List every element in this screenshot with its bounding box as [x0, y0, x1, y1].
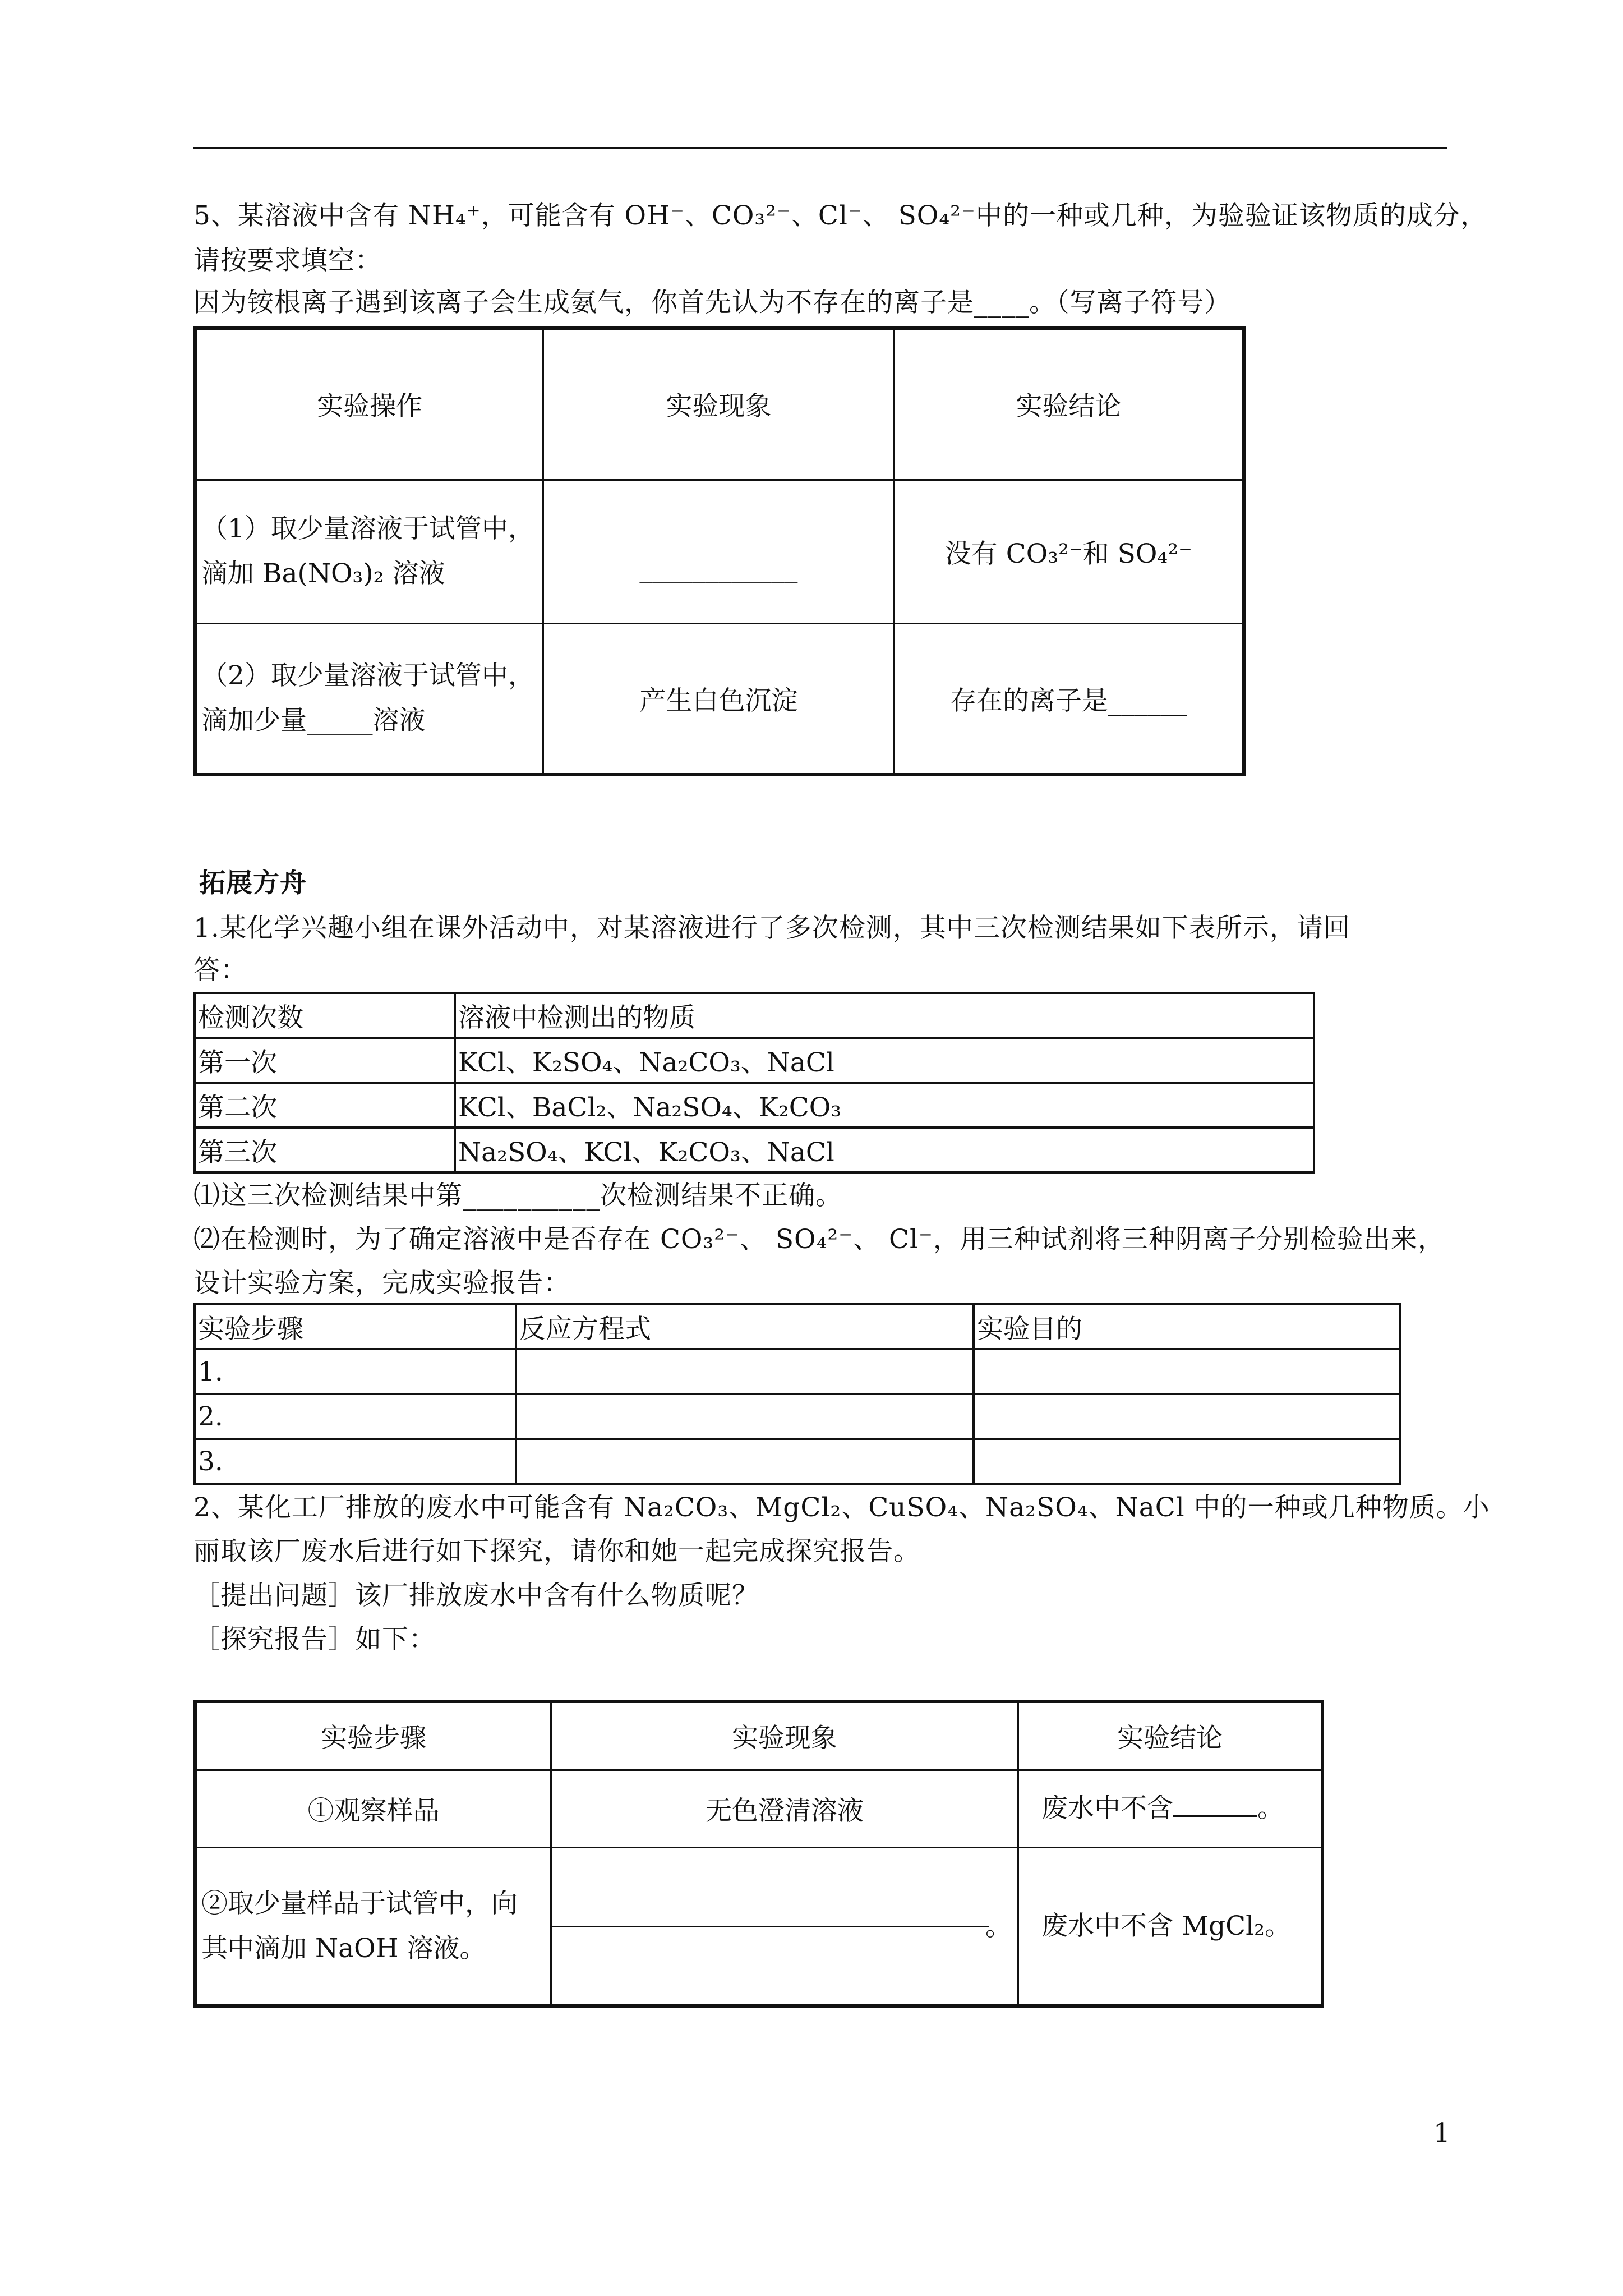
table1-row2-op-line2: 滴加少量_____溶液: [201, 705, 426, 737]
table-ion-test: [193, 326, 1246, 776]
table1-row1-conclusion: 没有 CO₃²⁻和 SO₄²⁻: [894, 480, 1244, 623]
section-title: 拓展方舟: [199, 868, 307, 899]
table4-row1-conclusion-suffix: 。: [1257, 1793, 1284, 1824]
p2-line4: ［探究报告］如下：: [193, 1624, 436, 1655]
q5-line3: 因为铵根离子遇到该离子会生成氨气，你首先认为不存在的离子是____。（写离子符号）: [193, 287, 1232, 318]
table4-row2-step-line1: ②取少量样品于试管中，向: [201, 1888, 518, 1919]
table1-row1-op-line1: （1）取少量溶液于试管中，: [201, 513, 534, 544]
table4-header-conclusion: 实验结论: [1018, 1701, 1323, 1770]
table2-row1-substances: KCl、K₂SO₄、Na₂CO₃、NaCl: [455, 1038, 1314, 1083]
table3-row3-step: 3.: [195, 1439, 516, 1484]
table1-row1-operation: [195, 480, 543, 623]
table4-header-steps: 实验步骤: [195, 1701, 551, 1770]
table-detection-results: [193, 992, 1315, 1174]
table1-row2-op-line1: （2）取少量溶液于试管中，: [201, 660, 534, 692]
table3-row1-step: 1.: [195, 1349, 516, 1394]
table3-row3-purpose: [974, 1439, 1400, 1484]
table4-row2-conclusion: 废水中不含 MgCl₂。: [1018, 1847, 1323, 2006]
table3-header-steps: 实验步骤: [195, 1304, 516, 1349]
p1-question2-line1: ⑵在检测时，为了确定溶液中是否存在 CO₃²⁻、 SO₄²⁻、 Cl⁻，用三种试剂将三种阴离子分别检验出来，: [193, 1224, 1445, 1255]
table1-row2-phenomenon: 产生白色沉淀: [543, 623, 895, 775]
table4-row1-conclusion-blank: [1173, 1815, 1257, 1817]
table3-row1-purpose: [974, 1349, 1400, 1394]
table3-row3-equation: [516, 1439, 974, 1484]
p2-line2: 丽取该厂废水后进行如下探究，请你和她一起完成探究报告。: [193, 1536, 920, 1567]
table3-row2-step: 2.: [195, 1394, 516, 1439]
table3-header-purpose: 实验目的: [974, 1304, 1400, 1349]
p2-line1: 2、某化工厂排放的废水中可能含有 Na₂CO₃、MgCl₂、CuSO₄、Na₂SO₄、NaCl 中的一种或几种物质。小: [193, 1492, 1490, 1523]
table1-header-phenomenon: 实验现象: [543, 328, 895, 480]
table4-row1-phenomenon: 无色澄清溶液: [551, 1770, 1018, 1847]
table4-row2-step: [195, 1847, 551, 2006]
table2-header-count: 检测次数: [195, 993, 455, 1038]
table4-header-phenomenon: 实验现象: [551, 1701, 1018, 1770]
table4-row2-step-line2: 其中滴加 NaOH 溶液。: [201, 1932, 486, 1964]
table2-row2-substances: KCl、BaCl₂、Na₂SO₄、K₂CO₃: [455, 1083, 1314, 1128]
table2-header-substances: 溶液中检测出的物质: [455, 993, 1314, 1038]
table4-row2-phenomenon-line: [552, 1926, 989, 1927]
table4-row2-phenomenon: [551, 1847, 1018, 2006]
table1-row1-phenomenon: [543, 480, 895, 623]
p1-question2-line2: 设计实验方案，完成实验报告：: [193, 1268, 570, 1299]
table3-row2-equation: [516, 1394, 974, 1439]
table1-row1-phenomenon-blank: ____________: [639, 553, 798, 584]
table2-row3-substances: Na₂SO₄、KCl、K₂CO₃、NaCl: [455, 1128, 1314, 1172]
q5-line2: 请按要求填空：: [193, 245, 382, 276]
p2-line3: ［提出问题］该厂排放废水中含有什么物质呢？: [193, 1580, 759, 1611]
table3-row1-equation: [516, 1349, 974, 1394]
table1-header-conclusion: 实验结论: [894, 328, 1244, 480]
table4-row1-conclusion: [1018, 1770, 1323, 1847]
page-number: 1: [1433, 2118, 1450, 2148]
table4-row1-step: ①观察样品: [195, 1770, 551, 1847]
p1-line2: 答：: [193, 955, 247, 986]
table3-row2-purpose: [974, 1394, 1400, 1439]
p1-question1: ⑴这三次检测结果中第__________次检测结果不正确。: [193, 1180, 842, 1211]
table4-row2-phenomenon-suffix: 。: [985, 1911, 1012, 1942]
table-wastewater-report: [193, 1700, 1324, 2008]
table2-row2-count: 第二次: [195, 1083, 455, 1128]
table4-row1-conclusion-prefix: 废水中不含: [1041, 1793, 1173, 1824]
table1-row1-op-line2: 滴加 Ba(NO₃)₂ 溶液: [201, 558, 445, 589]
p1-line1: 1.某化学兴趣小组在课外活动中，对某溶液进行了多次检测，其中三次检测结果如下表所示，请回: [193, 913, 1350, 944]
table1-row2-conclusion: 存在的离子是______: [894, 623, 1244, 775]
q5-line1: 5、某溶液中含有 NH₄⁺，可能含有 OH⁻、CO₃²⁻、Cl⁻、 SO₄²⁻中的一种或几种，为验验证该物质的成分，: [193, 200, 1487, 231]
table3-header-equation: 反应方程式: [516, 1304, 974, 1349]
table1-header-operation: 实验操作: [195, 328, 543, 480]
table1-row2-operation: [195, 623, 543, 775]
table-experiment-report: [193, 1303, 1401, 1485]
header-rule: [193, 147, 1447, 149]
table2-row3-count: 第三次: [195, 1128, 455, 1172]
table2-row1-count: 第一次: [195, 1038, 455, 1083]
